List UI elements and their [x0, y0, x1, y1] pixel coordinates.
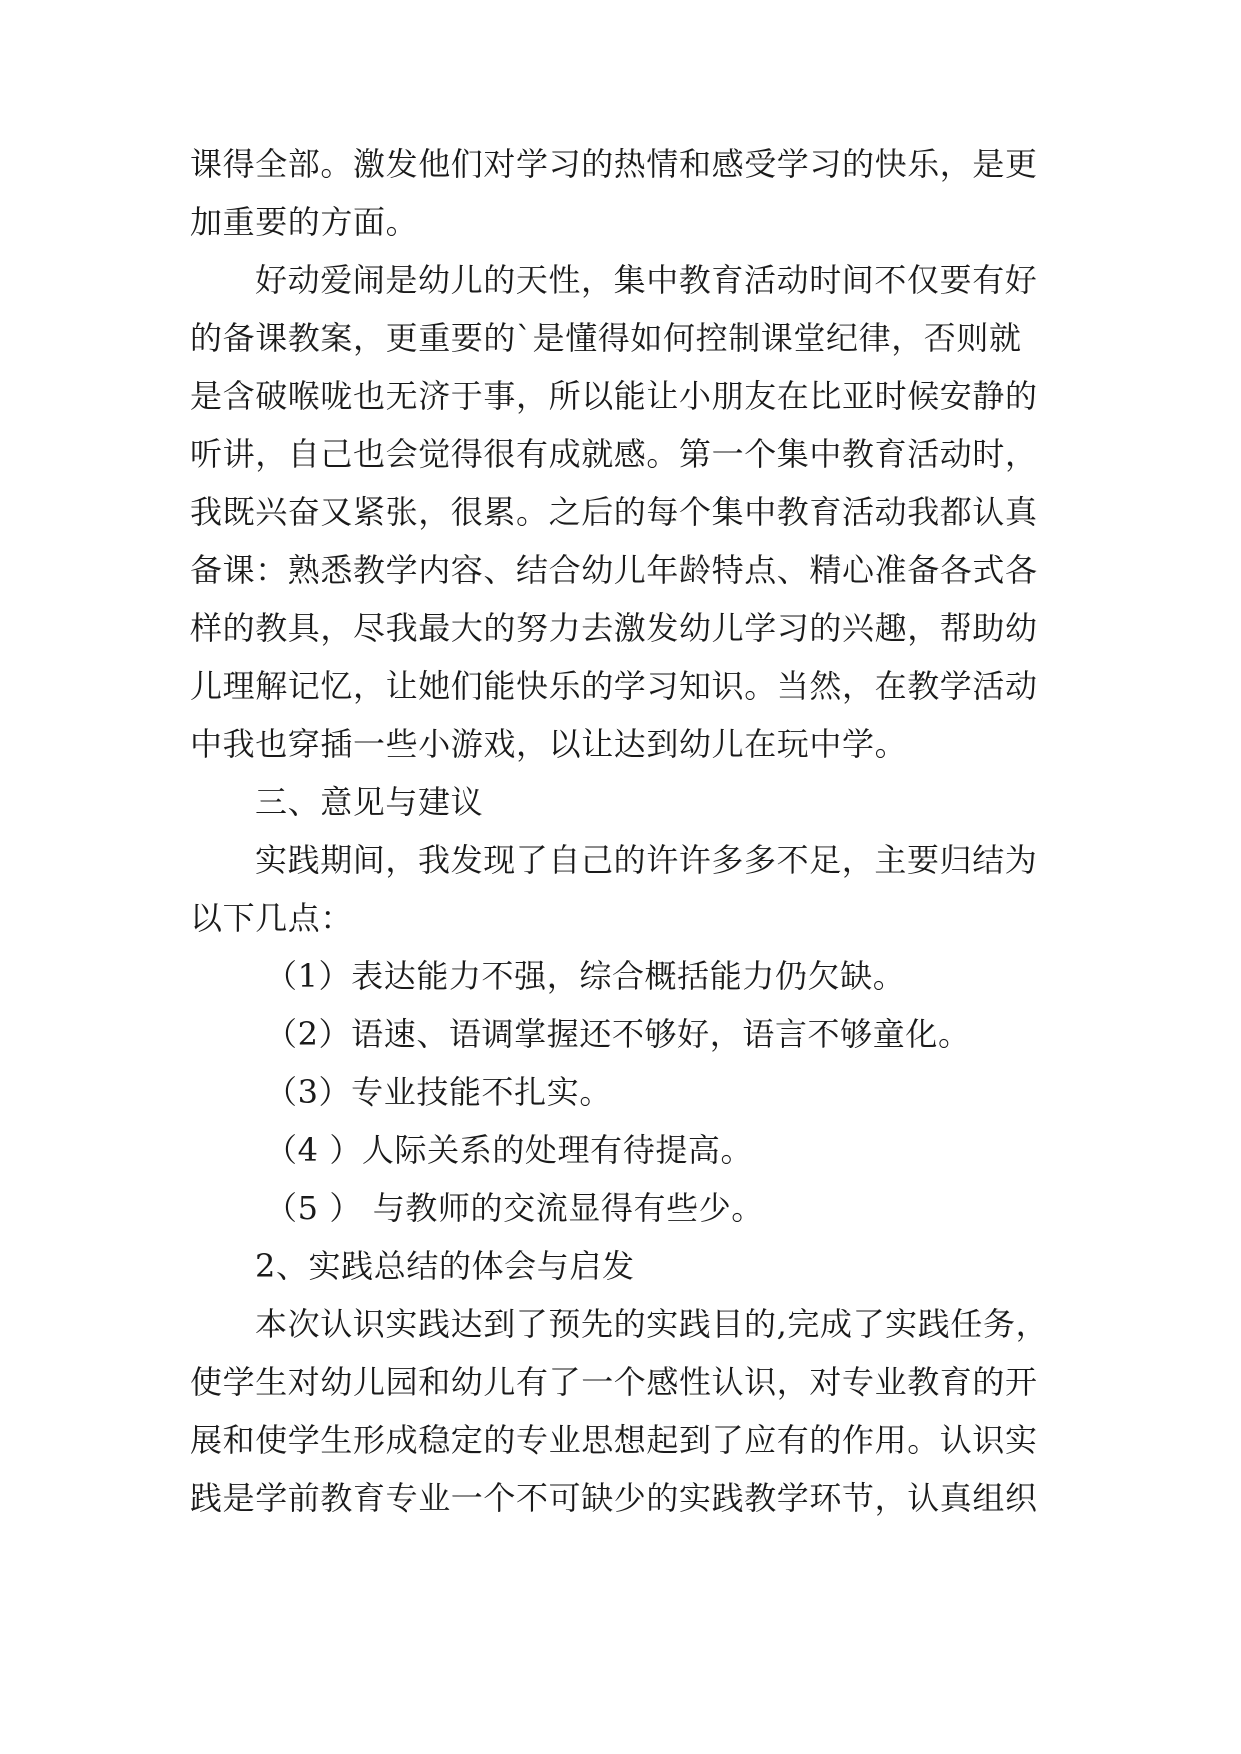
list-item: （4 ）人际关系的处理有待提高。: [265, 1131, 754, 1169]
paragraph-line: 儿理解记忆，让她们能快乐的学习知识。当然，在教学活动: [190, 667, 1038, 705]
section-heading: 2、实践总结的体会与启发: [255, 1247, 635, 1285]
paragraph-line: 本次认识实践达到了预先的实践目的,完成了实践任务，: [255, 1305, 1049, 1343]
list-item: （1）表达能力不强，综合概括能力仍欠缺。: [265, 957, 906, 995]
paragraph-line: 展和使学生形成稳定的专业思想起到了应有的作用。认识实: [190, 1421, 1038, 1459]
paragraph-line: 践是学前教育专业一个不可缺少的实践教学环节，认真组织: [190, 1479, 1038, 1517]
paragraph-line: 的备课教案，更重要的`是懂得如何控制课堂纪律，否则就: [190, 319, 1022, 357]
paragraph-line: 实践期间，我发现了自己的许许多多不足，主要归结为: [255, 841, 1038, 879]
paragraph-line: 中我也穿插一些小游戏，以让达到幼儿在玩中学。: [190, 725, 908, 763]
paragraph-line: 使学生对幼儿园和幼儿有了一个感性认识，对专业教育的开: [190, 1363, 1038, 1401]
paragraph-line: 听讲，自己也会觉得很有成就感。第一个集中教育活动时，: [190, 435, 1038, 473]
paragraph-line: 样的教具，尽我最大的努力去激发幼儿学习的兴趣，帮助幼: [190, 609, 1038, 647]
paragraph-line: 备课：熟悉教学内容、结合幼儿年龄特点、精心准备各式各: [190, 551, 1038, 589]
list-item: （2）语速、语调掌握还不够好，语言不够童化。: [265, 1015, 971, 1053]
paragraph-line: 课得全部。激发他们对学习的热情和感受学习的快乐，是更: [190, 145, 1038, 183]
paragraph-line: 我既兴奋又紧张，很累。之后的每个集中教育活动我都认真: [190, 493, 1038, 531]
list-item: （3）专业技能不扎实。: [265, 1073, 612, 1111]
paragraph-line: 以下几点：: [190, 899, 354, 937]
paragraph-line: 好动爱闹是幼儿的天性，集中教育活动时间不仅要有好: [255, 261, 1038, 299]
section-heading: 三、意见与建议: [255, 783, 484, 821]
paragraph-line: 是含破喉咙也无济于事，所以能让小朋友在比亚时候安静的: [190, 377, 1038, 415]
paragraph-line: 加重要的方面。: [190, 203, 419, 241]
list-item: （5 ） 与教师的交流显得有些少。: [265, 1189, 764, 1227]
